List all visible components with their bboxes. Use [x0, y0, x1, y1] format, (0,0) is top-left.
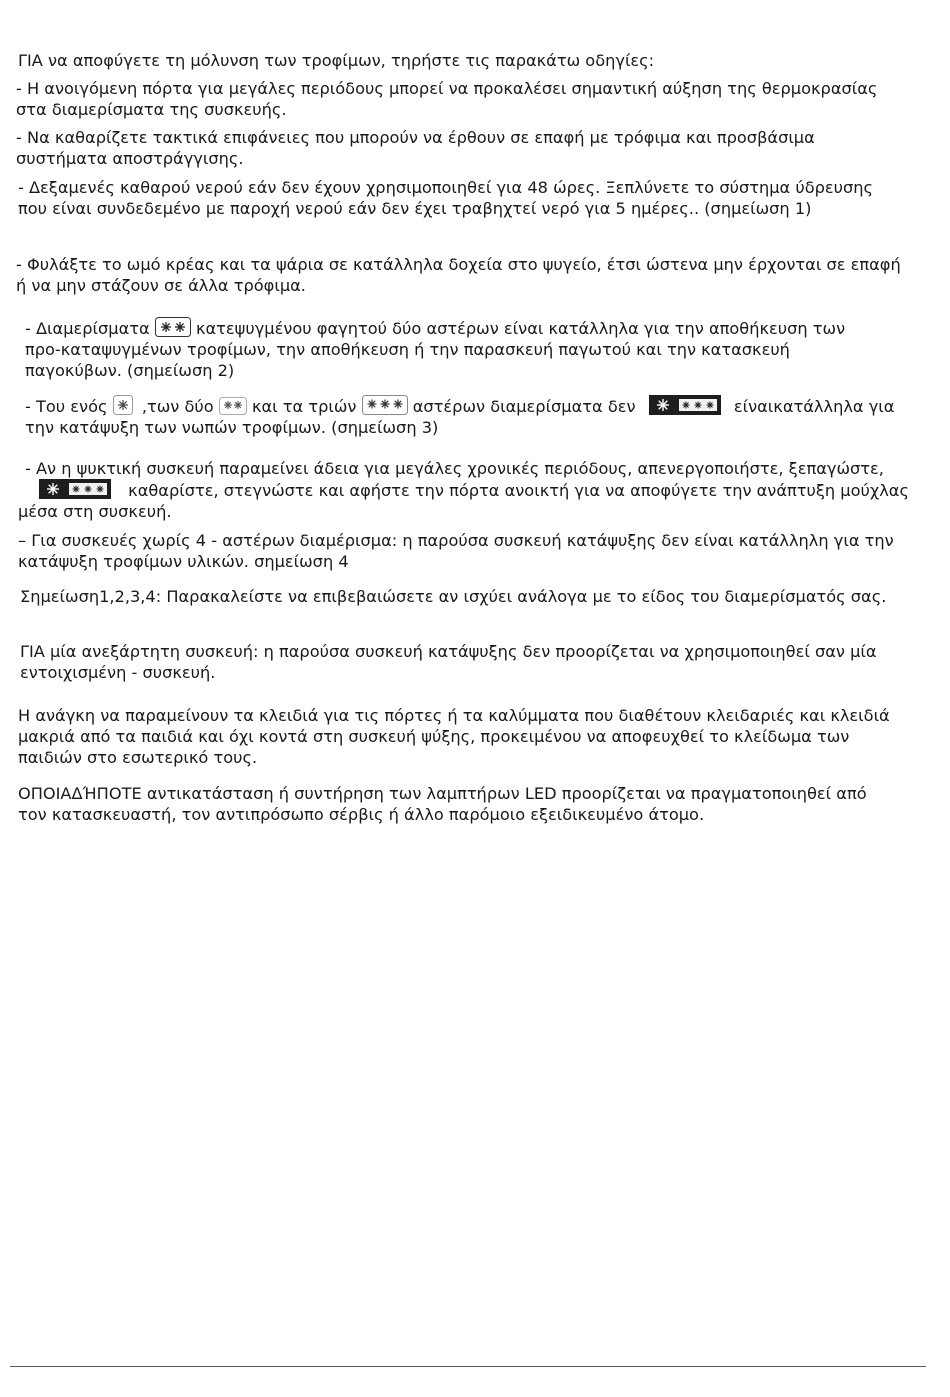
item-fresh-part3: και τα τριών: [251, 397, 357, 416]
footer-divider: [10, 1366, 926, 1367]
item-empty: [18, 458, 909, 522]
item-meat-line1: - Φυλάξτε το ωμό κρέας και τα ψάρια σε κατάλληλα δοχεία στο ψυγείο, έτσι ώστενα μην έρχονται σε επαφή: [16, 255, 901, 274]
one-star-freezer-icon: [113, 395, 133, 415]
item-two-star-line3: παγοκύβων. (σημείωση 2): [25, 361, 235, 380]
item-empty-line3: μέσα στη συσκευή.: [18, 502, 172, 521]
keys-text: [18, 705, 890, 768]
three-star-freezer-icon: [362, 395, 408, 415]
item-water-line2: που είναι συνδεδεμένο με παροχή νερού εάν δεν έχει τραβηχτεί νερό για 5 ημέρες.. (σημείωση 1): [18, 199, 812, 218]
item-fresh: [25, 395, 894, 438]
item-clean: [16, 127, 815, 169]
item-door: [16, 78, 877, 120]
item-two-star-pre: - Διαμερίσματα: [25, 319, 150, 338]
item-clean-line2: συστήματα αποστράγγισης.: [16, 149, 244, 168]
standalone-line1: ΓΙΑ μία ανεξάρτητη συσκευή: η παρούσα συσκευή κατάψυξης δεν προορίζεται να χρησιμοποιηθεί σαν μία: [20, 642, 877, 661]
standalone-line2: εντοιχισμένη - συσκευή.: [20, 663, 216, 682]
item-two-star-post: κατεψυγμένου φαγητού δύο αστέρων είναι κατάλληλα για την αποθήκευση των: [195, 319, 846, 338]
item-fresh-line2: την κατάψυξη των νωπών τροφίμων. (σημείωση 3): [25, 418, 439, 437]
item-water: [18, 177, 873, 219]
item-no-four-star: [18, 530, 894, 572]
item-door-line2: στα διαμερίσματα της συσκευής.: [16, 100, 287, 119]
item-two-star: [25, 317, 845, 381]
item-fresh-part1: - Του ενός: [25, 397, 108, 416]
note-text: [20, 586, 886, 607]
item-fresh-part2: ,των δύο: [141, 397, 214, 416]
keys-line1: Η ανάγκη να παραμείνουν τα κλειδιά για τις πόρτες ή τα καλύμματα που διαθέτουν κλειδαριές και κλειδιά: [18, 706, 890, 725]
four-star-freezer-icon: [649, 395, 721, 415]
two-star-small-icon: [219, 397, 247, 415]
item-meat-line2: ή να μην στάζουν σε άλλα τρόφιμα.: [16, 276, 306, 295]
two-star-freezer-icon: [155, 317, 191, 337]
keys-line2: μακριά από τα παιδιά και όχι κοντά στη συσκευή ψύξης, προκειμένου να αποφευχθεί το κλείδωμα των: [18, 727, 850, 746]
item-fresh-part4: αστέρων διαμερίσματα δεν: [412, 397, 636, 416]
intro-line: ΓΙΑ να αποφύγετε τη μόλυνση των τροφίμων, τηρήστε τις παρακάτω οδηγίες:: [18, 51, 655, 70]
led-line1: ΟΠΟΙΑΔΉΠΟΤΕ αντικατάσταση ή συντήρηση των λαμπτήρων LED προορίζεται να πραγματοποιηθεί από: [18, 784, 867, 803]
standalone-text: [20, 641, 877, 683]
item-meat: [16, 254, 901, 296]
item-empty-line2: καθαρίστε, στεγνώστε και αφήστε την πόρτα ανοικτή για να αποφύγετε την ανάπτυξη μούχλας: [128, 481, 909, 500]
item-two-star-line2: προ-καταψυγμένων τροφίμων, την αποθήκευση ή την παρασκευή παγωτού και την κατασκευή: [25, 340, 790, 359]
item-no4-line1: – Για συσκευές χωρίς 4 - αστέρων διαμέρισμα: η παρούσα συσκευή κατάψυξης δεν είναι κατάλληλη για την: [18, 531, 894, 550]
note-line: Σημείωση1,2,3,4: Παρακαλείστε να επιβεβαιώσετε αν ισχύει ανάλογα με το είδος του διαμερίσματός σας.: [20, 587, 887, 606]
item-fresh-part5: είναικατάλληλα για: [733, 397, 895, 416]
item-empty-line1: - Αν η ψυκτική συσκευή παραμείνει άδεια για μεγάλες χρονικές περιόδους, απενεργοποιήστε, ξεπαγώστε,: [25, 459, 884, 478]
led-line2: τον κατασκευαστή, τον αντιπρόσωπο σέρβις ή άλλο παρόμοιο εξειδικευμένο άτομο.: [18, 805, 705, 824]
item-no4-line2: κατάψυξη τροφίμων υλικών. σημείωση 4: [18, 552, 349, 571]
item-water-line1: - Δεξαμενές καθαρού νερού εάν δεν έχουν χρησιμοποιηθεί για 48 ώρες. Ξεπλύνετε το σύστημα ύδρευσης: [18, 178, 874, 197]
intro-text: [18, 50, 654, 71]
four-star-freezer-icon: [39, 479, 111, 499]
item-door-line1: - Η ανοιγόμενη πόρτα για μεγάλες περιόδους μπορεί να προκαλέσει σημαντική αύξηση της θερμοκρασίας: [16, 79, 878, 98]
item-clean-line1: - Να καθαρίζετε τακτικά επιφάνειες που μπορούν να έρθουν σε επαφή με τρόφιμα και προσβάσιμα: [16, 128, 815, 147]
keys-line3: παιδιών στο εσωτερικό τους.: [18, 748, 258, 767]
led-text: [18, 783, 867, 825]
